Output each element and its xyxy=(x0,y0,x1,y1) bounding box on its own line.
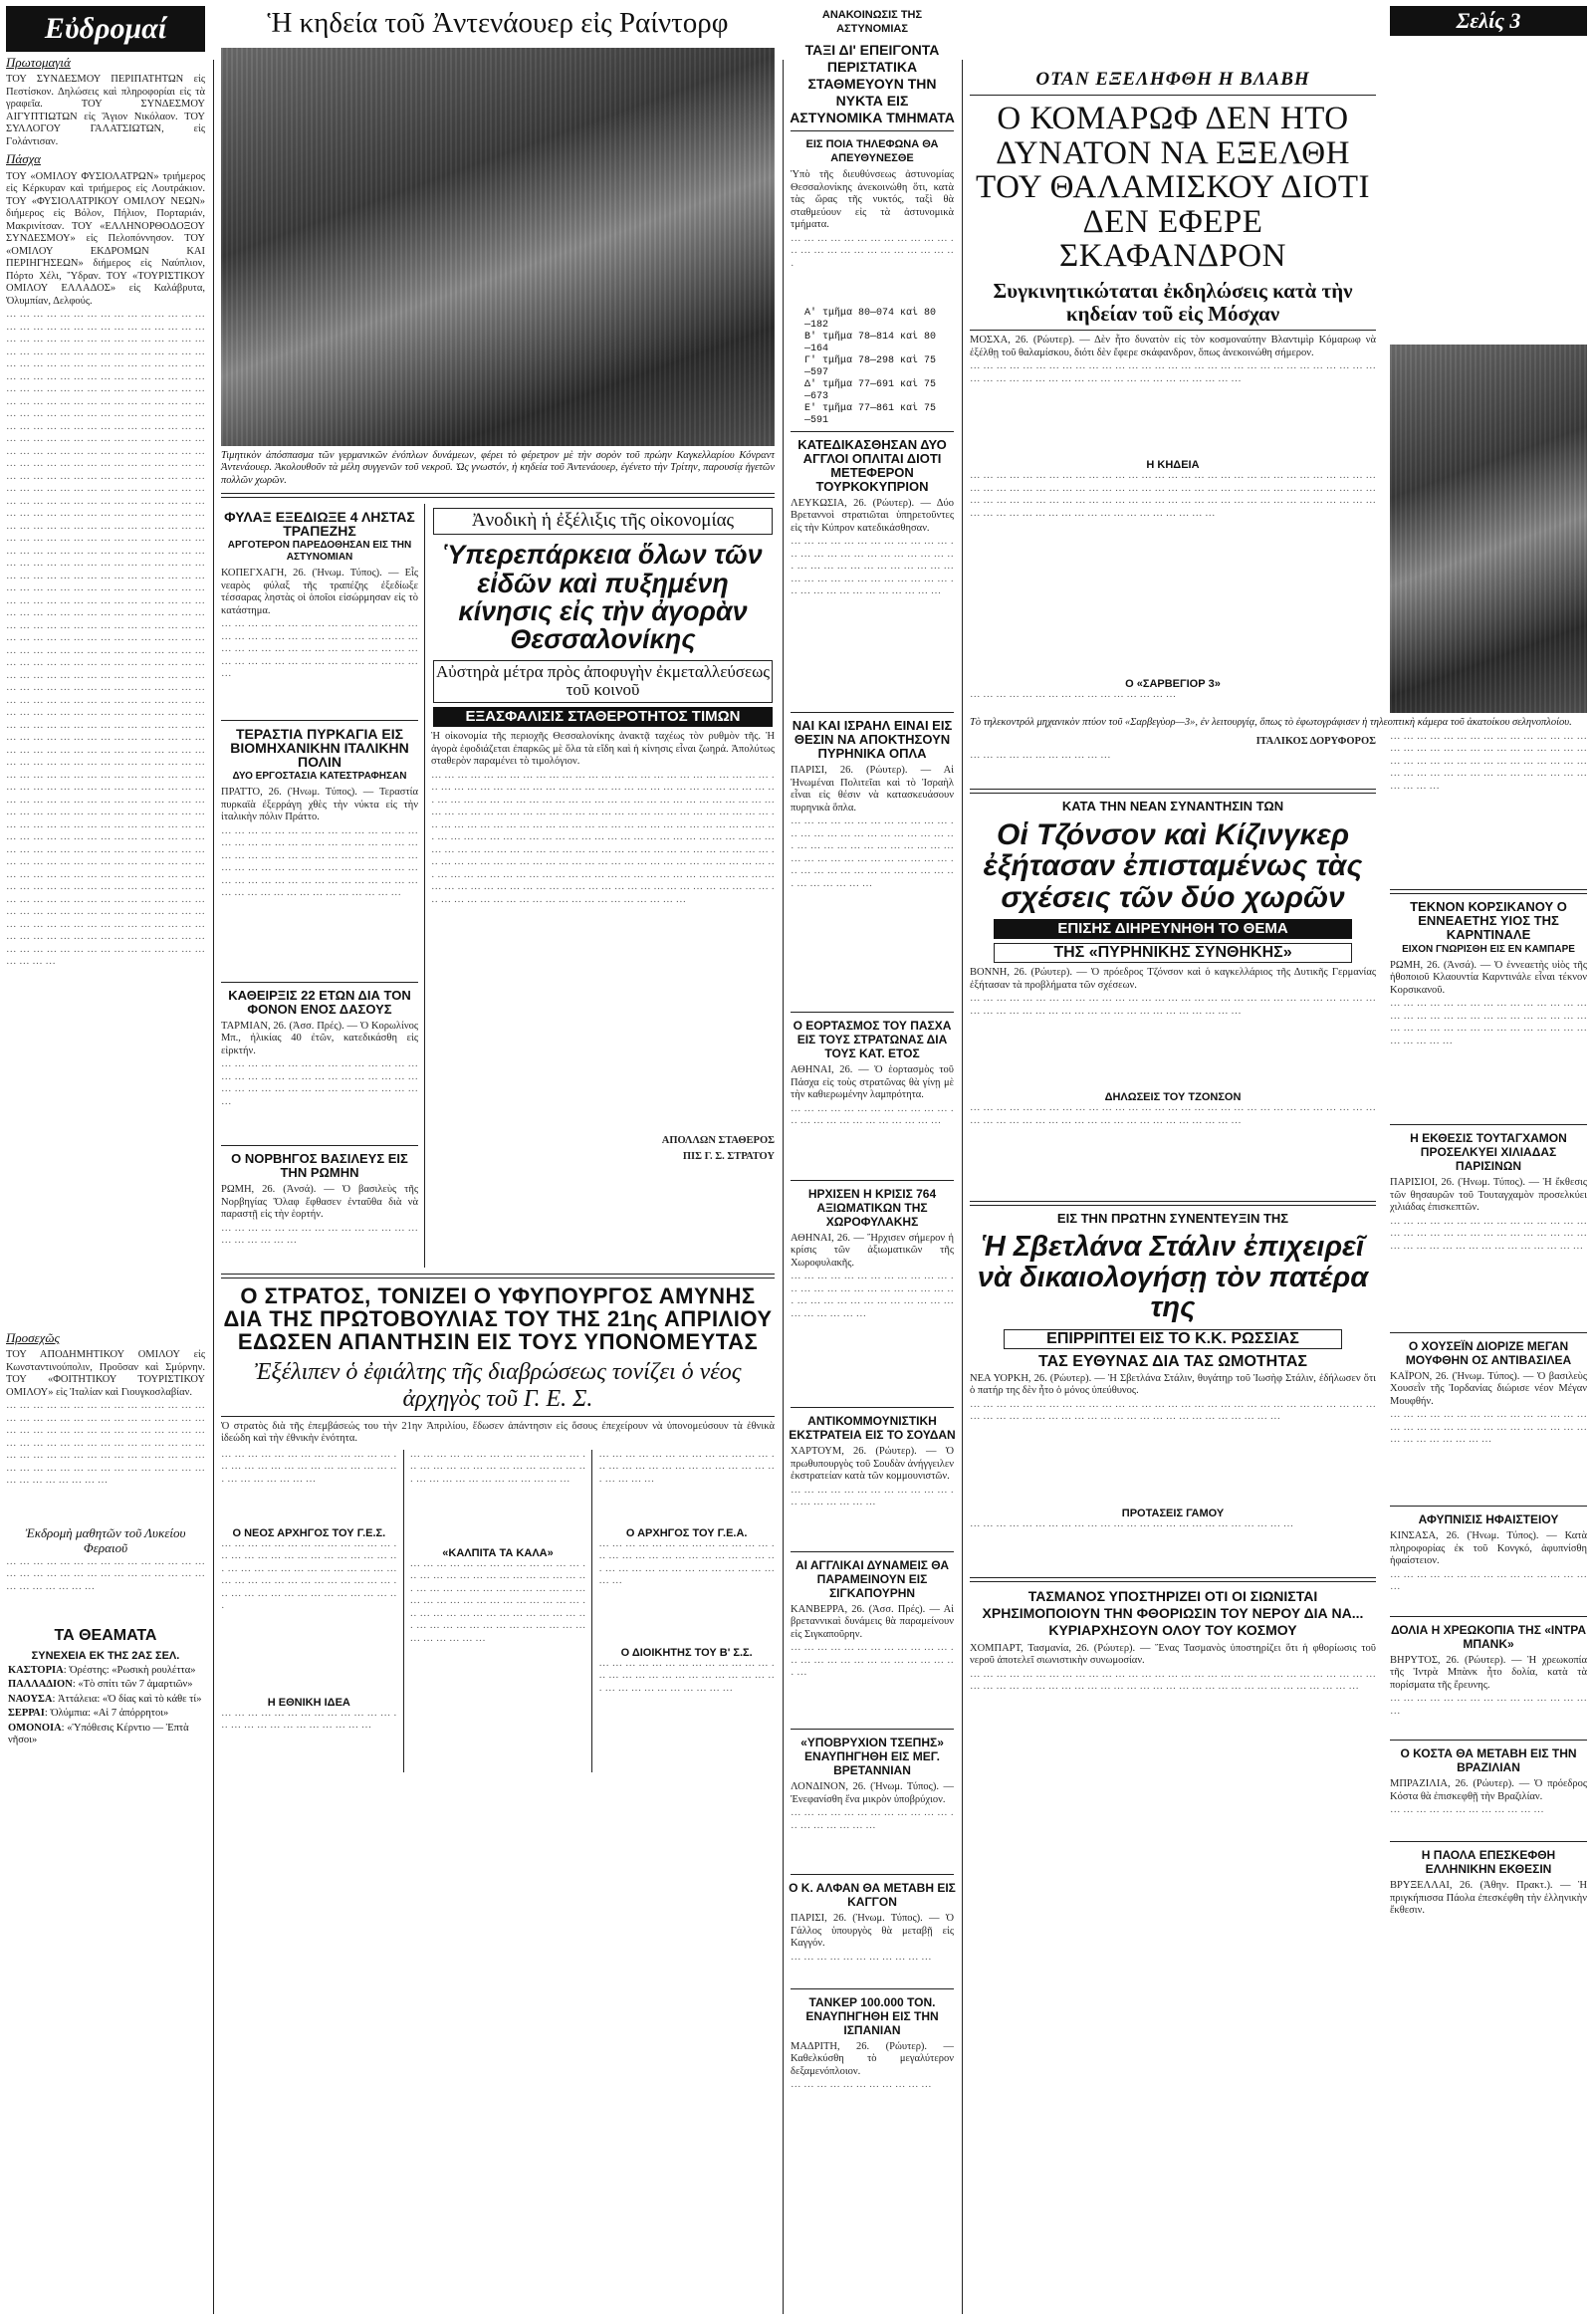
story-signature: ΠΙΣ Γ. Σ. ΣΤΡΑΤΟΥ xyxy=(682,1151,775,1163)
story-signature: ΑΠΟΛΛΩΝ ΣΤΑΘΕΡΟΣ xyxy=(661,1134,775,1146)
theater-item: ΠΑΛΛΑΔΙΟΝ: «Τὸ σπίτι τῶν 7 ἁμαρτιῶν» xyxy=(8,1679,193,1691)
story-subheading: ΔΥΟ ΕΡΓΟΣΤΑΣΙΑ ΚΑΤΕΣΤΡΑΦΗΣΑΝ xyxy=(232,771,407,783)
story-text: ΚΑΝΒΕΡΡΑ, 26. (Ἀσσ. Πρές). — Αἱ βρεταννικαὶ δυνάμεις θὰ παραμείνουν εἰς Σιγκαποῦρην. xyxy=(791,1603,954,1640)
body-text: ··· ··· ··· ··· ··· ··· ··· ··· ··· ··· ··· xyxy=(791,1954,932,1966)
section-rule xyxy=(970,95,1376,96)
body-text: ··· ··· ··· ··· ··· ··· ··· ··· ··· ··· ··· ··· ··· ··· ··· ··· ··· ··· ··· ··· ··· ··· ··· ··· ··· ··· ··· ··· ··· ··· ··· ··· ··· ··· ··· ··· ··· ··· ··· ··· ··· ··· ··· ··· ··· ··· ··· ··· ··· ··· xyxy=(1390,1001,1587,1049)
section-heading: Πάσχα xyxy=(6,151,41,167)
body-text: ··· ··· ··· ··· ··· ··· ··· ··· ··· ··· ··· ··· ··· ··· ··· ··· ··· ··· ··· ··· ··· ··· ··· ··· ··· ··· ··· ··· ··· ··· ··· ··· ··· ··· ··· ··· ··· ··· ··· ··· ··· ··· ··· ··· ··· ··· ··· ··· ··· ··· ··· ··· ··· ··· ··· ··· ··· ··· ··· ··· ··· ··· ··· ··· ··· ··· ··· ··· ··· ··· ··· ··· ··· ··· ··· ··· ··· ··· ··· ··· ··· ··· ··· ··· ··· ··· ··· ··· ··· ··· ··· ··· ··· ··· ··· ··· ··· ··· ··· ··· ··· ··· ··· ··· ··· ··· ··· ··· ··· ··· ··· ··· ··· ··· ··· ··· ··· ··· ··· ··· ··· ··· ··· ··· ··· ··· ··· ··· ··· ··· ··· ··· ··· ··· ··· ··· ··· ··· ··· ··· ··· ··· ··· ··· ··· ··· ··· ··· ··· ··· ··· ··· ··· ··· ··· ··· ··· ··· ··· ··· ··· ··· ··· ··· ··· ··· ··· ··· ··· ··· ··· ··· ··· ··· ··· ··· ··· ··· ··· ··· ··· ··· ··· ··· ··· ··· ··· ··· ··· ··· ··· ··· ··· ··· ··· ··· ··· ··· ··· ··· ··· ··· ··· ··· ··· ··· ··· ··· ··· ··· ··· ··· ··· ··· ··· ··· ··· ··· ··· ··· ··· ··· ··· ··· ··· ··· ··· ··· ··· ··· ··· ··· ··· ··· ··· ··· ··· ··· ··· ··· ··· ··· ··· ··· ··· ··· ··· ··· ··· ··· ··· ··· ··· ··· ··· ··· ··· ··· ··· ··· ··· ··· ··· ··· ··· ··· ··· ··· ··· ··· ··· ··· ··· ··· ··· ··· ··· ··· ··· ··· ··· ··· ··· ··· ··· ··· ··· ··· ··· ··· ··· ··· ··· ··· ··· ··· ··· ··· ··· ··· ··· ··· ··· ··· ··· ··· ··· ··· ··· ··· ··· ··· ··· ··· ··· ··· ··· ··· ··· ··· ··· ··· ··· ··· ··· ··· ··· ··· ··· ··· ··· ··· ··· ··· ··· ··· ··· ··· ··· ··· ··· ··· ··· ··· ··· ··· ··· ··· ··· ··· ··· ··· ··· ··· ··· ··· ··· ··· ··· ··· ··· ··· ··· ··· ··· ··· ··· ··· ··· ··· ··· ··· ··· ··· ··· ··· ··· ··· ··· ··· ··· ··· ··· ··· ··· ··· ··· ··· ··· ··· ··· ··· ··· ··· ··· ··· ··· ··· ··· ··· ··· ··· ··· ··· ··· ··· ··· ··· ··· ··· ··· ··· ··· ··· ··· ··· ··· ··· ··· ··· ··· ··· ··· ··· ··· ··· ··· ··· ··· ··· ··· ··· ··· ··· ··· ··· ··· ··· ··· ··· ··· ··· ··· ··· ··· ··· ··· ··· ··· ··· ··· ··· ··· ··· ··· ··· ··· ··· ··· ··· ··· ··· ··· ··· ··· ··· ··· ··· ··· ··· ··· ··· ··· ··· ··· ··· ··· ··· ··· ··· ··· ··· ··· ··· ··· ··· ··· ··· ··· ··· ··· ··· ··· ··· ··· ··· ··· ··· ··· ··· ··· ··· ··· ··· ··· ··· ··· ··· ··· ··· ··· ··· ··· ··· ··· ··· ··· ··· ··· ··· ··· ··· ··· ··· ··· ··· ··· ··· ··· ··· ··· ··· ··· ··· ··· ··· ··· ··· ··· ··· ··· ··· ··· ··· ··· ··· ··· ··· ··· ··· ··· ··· ··· ··· ··· ··· ··· ··· ··· ··· ··· ··· ··· ··· ··· ··· ··· ··· ··· ··· ··· ··· ··· ··· ··· ··· ··· ··· ··· ··· ··· ··· ··· ··· ··· ··· ··· ··· ··· ··· ··· ··· ··· ··· ··· ··· ··· ··· ··· ··· ··· ··· ··· ··· ··· ··· ··· ··· ··· ··· ··· ··· ··· ··· ··· ··· ··· ··· ··· ··· ··· ··· ··· ··· ··· ··· ··· ··· ··· ··· ··· ··· ··· ··· ··· ··· ··· ··· ··· ··· ··· ··· ··· ··· ··· ··· ··· ··· ··· ··· ··· ··· ··· ··· ··· ··· ··· ··· ··· ··· ··· ··· ··· ··· ··· ··· ··· ··· ··· ··· ··· ··· ··· ··· ··· ··· ··· ··· ··· ··· ··· ··· ··· ··· ··· ··· ··· ··· ··· ··· ··· ··· ··· ··· ··· ··· ··· ··· ··· ··· ··· ··· ··· ··· ··· ··· ··· ··· ··· ··· ··· ··· ··· ··· ··· ··· ··· ··· ··· ··· ··· ··· ··· ··· ··· ··· ··· ··· ··· ··· ··· ··· ··· ··· ··· ··· ··· ··· ··· ··· ··· ··· ··· ··· ··· ··· ··· ··· ··· ··· ··· ··· ··· ··· ··· ··· ··· ··· ··· ··· ··· ··· ··· ··· ··· ··· ··· ··· ··· ··· ··· ··· ··· ··· ··· ··· ··· ··· ··· ··· ··· ··· ··· ··· xyxy=(6,312,205,971)
army-subhead: Ο ΔΙΟΙΚΗΤΗΣ ΤΟΥ Β' Σ.Σ. xyxy=(620,1646,753,1659)
announcement-text: Ὑπὸ τῆς διευθύνσεως ἀστυνομίας Θεσσαλονίκης ἀνεκοινώθη ὅτι, κατὰ τὰς ὥρας τῆς νυκτός, ταξὶ θὰ σταθμεύουν εἰς τὰ ἀστυνομικὰ τμήματα. xyxy=(791,169,954,230)
economy-kicker-box: Ἀνοδικὴ ἡ ἐξέλιξις τῆς οἰκονομίας xyxy=(433,508,773,535)
story-text: ΡΩΜΗ, 26. (Ἀνσά). — Ὁ ἐννεαετὴς υἱὸς τῆς ἠθοποιοῦ Κλαουντία Καρντινάλε εἶναι τέκνον Κορσικανοῦ. xyxy=(1390,959,1587,996)
section-rule xyxy=(1390,889,1587,894)
komarov-subhead: Η ΚΗΔΕΙΑ xyxy=(1146,459,1200,472)
section-heading: Ἐκδρομὴ μαθητῶν τοῦ Λυκείου Φεραιοῦ xyxy=(25,1525,186,1555)
body-text: ··· ··· ··· ··· ··· ··· ··· ··· ··· ··· ··· ··· ··· ··· ··· ··· ··· ··· ··· ··· ··· ··· ··· ··· ··· ··· ··· ··· ··· ··· ··· ··· ··· ··· ··· ··· ··· ··· ··· ··· ··· ··· ··· ··· ··· xyxy=(1390,1218,1587,1255)
body-text: ··· ··· ··· ··· ··· ··· ··· ··· ··· ··· ··· ··· ··· ··· ··· ··· ··· ··· ··· ··· ··· ··· ··· ··· ··· ··· ··· ··· ··· ··· ··· ··· ··· ··· ··· ··· ··· xyxy=(6,1558,205,1595)
army-subhead: Η ΕΘΝΙΚΗ ΙΔΕΑ xyxy=(267,1696,350,1709)
section-rule xyxy=(221,1145,418,1146)
story-heading: Η ΕΚΘΕΣΙΣ ΤΟΥΤΑΓΧΑΜΟΝ ΠΡΟΣΕΛΚΥΕΙ ΧΙΛΙΑΔΑΣ ΠΑΡΙΣΙΝΩΝ xyxy=(1410,1131,1567,1173)
section-rule xyxy=(1390,1841,1587,1842)
story-text: ΠΑΡΙΣΙ, 26. (Ρώυτερ). — Αἱ Ἡνωμέναι Πολιτεῖαι καὶ τὸ Ἰσραὴλ εἶναι εἰς θέσιν νὰ κατασκευάσουν πυρηνικὰ ὅπλα. xyxy=(791,765,954,813)
story-heading: Ο Κ. ΑΛΦΑΝ ΘΑ ΜΕΤΑΒΗ ΕΙΣ ΚΑΓΓΟΝ xyxy=(789,1881,956,1909)
johnson-kiesinger-kicker: ΚΑΤΑ ΤΗΝ ΝΕΑΝ ΣΥΝΑΝΤΗΣΙΝ ΤΩΝ xyxy=(1061,798,1284,813)
story-heading: Ο ΝΟΡΒΗΓΟΣ ΒΑΣΙΛΕΥΣ ΕΙΣ ΤΗΝ ΡΩΜΗΝ xyxy=(231,1151,408,1181)
story-heading: ΑΦΥΠΝΙΣΙΣ ΗΦΑΙΣΤΕΙΟΥ xyxy=(1418,1512,1559,1526)
story-text: ΛΟΝΔΙΝΟΝ, 26. (Ἠνωμ. Τύπος). — Ἐνεφανίσθη ἕνα μικρὸν ὑποβρύχιον. xyxy=(791,1781,954,1805)
column-2-middle xyxy=(215,504,781,1268)
body-text: ··· ··· ··· ··· ··· ··· ··· ··· ··· ··· ··· ··· ··· ··· ··· ··· xyxy=(970,692,1177,704)
story-heading: ΑΝΤΙΚΟΜΜΟΥΝΙΣΤΙΚΗ ΕΚΣΤΡΑΤΕΙΑ ΕΙΣ ΤΟ ΣΟΥΔΑΝ xyxy=(789,1414,956,1442)
body-text: ··· ··· ··· ··· ··· ··· ··· ··· ··· ··· ··· ··· ··· ··· ··· ··· ··· ··· ··· ··· ··· ··· ··· ··· ··· ··· ··· ··· ··· ··· ··· ··· ··· ··· ··· ··· ··· ··· ··· ··· ··· ··· xyxy=(598,1540,776,1590)
stalin-text: ΝΕΑ ΥΟΡΚΗ, 26. (Ρώυτερ). — Ἡ Σβετλάνα Στάλιν, θυγάτηρ τοῦ Ἰωσὴφ Στάλιν, ἐδήλωσεν ὅτι ὁ πατήρ της δὲν ἦτο ὁ μόνος ὑπεύθυνος. xyxy=(970,1372,1376,1397)
story-text: ΚΟΠΕΓΧΑΓΗ, 26. (Ἠνωμ. Τύπος). — Εἷς νεαρὸς φύλαξ τῆς τραπέζης ἐξεδίωξε τέσσαρας ληστὰς οἱ ὁποῖοι εἰσώρμησαν εἰς τὸ κατάστημα. xyxy=(221,568,418,616)
section-rule xyxy=(970,1577,1376,1582)
section-rule xyxy=(970,330,1376,331)
body-text: ··· ··· ··· ··· ··· ··· ··· ··· ··· ··· ··· ··· ··· ··· ··· ··· ··· ··· ··· ··· ··· ··· ··· ··· ··· ··· ··· ··· ··· ··· ··· ··· ··· ··· ··· ··· ··· ··· ··· ··· ··· ··· ··· ··· ··· ··· ··· ··· ··· ··· ··· ··· ··· ··· ··· ··· ··· ··· ··· ··· ··· xyxy=(970,1671,1376,1696)
johnson-kiesinger-subheadline: ΕΠΙΣΗΣ ΔΙΗΡΕΥΝΗΘΗ ΤΟ ΘΕΜΑ xyxy=(994,919,1352,939)
story-heading: ΚΑΤΕΔΙΚΑΣΘΗΣΑΝ ΔΥΟ ΑΓΓΛΟΙ ΟΠΛΙΤΑΙ ΔΙΟΤΙ ΜΕΤΕΦΕΡΟΝ ΤΟΥΡΚΟΚΥΠΡΙΟΝ xyxy=(797,436,947,494)
story-text: ΑΘΗΝΑΙ, 26. — Ἤρχισεν σήμερον ἡ κρίσις τῶν ἀξιωματικῶν τῆς Χωροφυλακῆς. xyxy=(791,1232,954,1269)
body-text: ··· ··· ··· ··· ··· ··· ··· ··· ··· ··· ··· ··· ··· ··· ··· ··· ··· ··· ··· ··· ··· ··· ··· ··· ··· ··· ··· ··· ··· ··· ··· ··· ··· ··· ··· ··· ··· ··· ··· ··· ··· ··· ··· ··· ··· ··· ··· ··· ··· ··· ··· ··· ··· ··· ··· ··· ··· ··· ··· ··· ··· ··· ··· ··· ··· ··· ··· ··· ··· ··· ··· ··· ··· ··· ··· ··· ··· ··· ··· ··· ··· ··· ··· ··· ··· ··· ··· ··· ··· ··· ··· ··· ··· ··· ··· ··· ··· ··· ··· ··· ··· ··· ··· ··· ··· ··· ··· ··· ··· ··· ··· ··· ··· ··· ··· ··· ··· ··· ··· ··· ··· ··· ··· ··· ··· ··· ··· ··· ··· ··· ··· ··· ··· ··· ··· ··· ··· ··· ··· ··· ··· ··· ··· ··· ··· ··· ··· ··· ··· ··· ··· ··· ··· ··· ··· ··· ··· ··· ··· ··· ··· ··· ··· ··· ··· ··· ··· ··· ··· ··· ··· ··· ··· ··· ··· ··· ··· ··· ··· ··· ··· ··· ··· ··· ··· ··· ··· ··· ··· ··· ··· ··· ··· ··· ··· ··· ··· ··· ··· ··· ··· ··· ··· ··· ··· ··· ··· ··· ··· ··· ··· ··· ··· ··· ··· ··· ··· ··· ··· ··· ··· ··· ··· ··· ··· ··· ··· ··· ··· ··· ··· ··· ··· ··· ··· ··· ··· ··· ··· ··· ··· ··· ··· ··· ··· ··· ··· ··· ··· ··· ··· ··· ··· ··· ··· ··· ··· ··· ··· ··· ··· ··· ··· ··· ··· ··· ··· ··· ··· ··· ··· ··· ··· ··· ··· ··· ··· ··· ··· ··· ··· ··· ··· xyxy=(431,772,775,908)
theater-item: ΣΕΡΡΑΙ: Ὀλύμπια: «Αἱ 7 ἀπόρρητοι» xyxy=(8,1708,169,1720)
section-rule xyxy=(791,1551,954,1552)
body-text: ··· ··· ··· ··· ··· ··· ··· ··· ··· ··· ··· ··· ··· ··· ··· ··· ··· ··· ··· ··· ··· ··· ··· ··· ··· ··· ··· ··· ··· ··· ··· ··· ··· ··· ··· ··· ··· ··· ··· ··· ··· ··· ··· ··· ··· ··· ··· ··· ··· ··· ··· ··· ··· ··· ··· ··· ··· ··· ··· ··· ··· ··· ··· ··· ··· ··· ··· ··· ··· ··· ··· ··· ··· ··· ··· ··· ··· ··· ··· ··· ··· ··· ··· ··· ··· ··· ··· ··· ··· ··· ··· ··· ··· ··· ··· ··· ··· ··· xyxy=(6,1403,205,1490)
story-heading: ΗΡΧΙΣΕΝ Η ΚΡΙΣΙΣ 764 ΑΞΙΩΜΑΤΙΚΩΝ ΤΗΣ ΧΩΡΟΦΥΛΑΚΗΣ xyxy=(807,1186,937,1229)
body-text: ··· ··· ··· ··· ··· ··· ··· ··· ··· ··· ··· ··· ··· ··· ··· ··· xyxy=(1390,1571,1587,1595)
story-heading: ΤΕΡΑΣΤΙΑ ΠΥΡΚΑΓΙΑ ΕΙΣ ΒΙΟΜΗΧΑΝΙΚΗΝ ΙΤΑΛΙΚΗΝ ΠΟΛΙΝ xyxy=(230,726,409,771)
story-subheading: ΕΙΧΟΝ ΓΝΩΡΙΣΘΗ ΕΙΣ ΕΝ ΚΑΜΠΑΡΕ xyxy=(1402,943,1575,955)
theater-list xyxy=(0,1665,211,1747)
komarov-subhead: Ο «ΣΑΡΒΕΓΙΟΡ 3» xyxy=(1125,678,1221,691)
tasman-headline: ΤΑΣΜΑΝΟΣ ΥΠΟΣΤΗΡΙΖΕΙ ΟΤΙ ΟΙ ΣΙΩΝΙΣΤΑΙ ΧΡΗΣΙΜΟΠΟΙΟΥΝ ΤΗΝ ΦΘΟΡΙΩΣΙΝ ΤΟΥ ΝΕΡΟΥ ΔΙΑ ΝΑ... ΚΥΡΙΑΡΧΗΣΟΥΝ ΟΛΟΥ ΤΟΥ ΚΟΣΜΟΥ xyxy=(982,1587,1364,1638)
column-4 xyxy=(964,0,1382,2324)
army-column xyxy=(591,1450,781,1772)
section-rule xyxy=(1390,1616,1587,1617)
theater-subheading: ΣΥΝΕΧΕΙΑ ΕΚ ΤΗΣ 2ΑΣ ΣΕΛ. xyxy=(31,1649,180,1662)
body-text: ··· ··· ··· ··· ··· ··· ··· ··· ··· ··· ··· ··· xyxy=(1390,1807,1544,1818)
economy-subheadline: Αὐστηρὰ μέτρα πρὸς ἀποφυγὴν ἐκμεταλλεύσεως τοῦ κοινοῦ xyxy=(433,660,773,703)
story-text: ΜΑΔΡΙΤΗ, 26. (Ρώυτερ). — Καθελκύσθη τὸ μεγαλύτερον δεξαμενόπλοιον. xyxy=(791,2040,954,2077)
story-heading: Ο ΚΟΣΤΑ ΘΑ ΜΕΤΑΒΗ ΕΙΣ ΤΗΝ ΒΡΑΖΙΛΙΑΝ xyxy=(1400,1746,1577,1774)
army-headline: Ο ΣΤΡΑΤΟΣ, ΤΟΝΙΖΕΙ Ο ΥΦΥΠΟΥΡΓΟΣ ΑΜΥΝΗΣ ΔΙΑ ΤΗΣ ΠΡΩΤΟΒΟΥΛΙΑΣ ΤΟΥ ΤΗΣ 21ης ΑΠΡΙΛΙΟΥ ΕΔΩΣΕΝ ΑΠΑΝΤΗΣΙΝ ΕΙΣ ΤΟΥΣ ΥΠΟΝΟΜΕΥΤΑΣ xyxy=(223,1282,773,1355)
story-text: ΜΠΡΑΖΙΛΙΑ, 26. (Ρώυτερ). — Ὁ πρόεδρος Κόστα θὰ ἐπισκεφθῇ τὴν Βραζιλίαν. xyxy=(1390,1778,1587,1802)
adenauer-headline: Ἡ κηδεία τοῦ Ἀντενάουερ εἰς Ραίντορφ xyxy=(267,7,729,39)
adenauer-funeral-photo xyxy=(221,48,775,446)
johnson-kiesinger-headline: Οἱ Τζόνσον καὶ Κίζινγκερ ἐξήτασαν ἐπισταμένως τὰς σχέσεις τῶν δύο χωρῶν xyxy=(983,817,1363,914)
stalin-kicker: ΕΙΣ ΤΗΝ ΠΡΩΤΗΝ ΣΥΝΕΝΤΕΥΞΙΝ ΤΗΣ xyxy=(1056,1211,1289,1227)
section-heading: Πρωτομαγιά xyxy=(6,55,71,70)
body-text: ··· ··· ··· ··· ··· ··· ··· ··· ··· ··· ··· ··· ··· ··· ··· ··· ··· ··· ··· ··· ··· ··· ··· ··· ··· ··· ··· ··· ··· ··· ··· xyxy=(598,1451,776,1488)
body-text: ··· ··· ··· ··· ··· ··· ··· ··· ··· ··· ··· ··· ··· ··· ··· ··· ··· ··· ··· ··· ··· xyxy=(221,1225,418,1250)
announcement-subheadline: ΕΙΣ ΠΟΙΑ ΤΗΛΕΦΩΝΑ ΘΑ ΑΠΕΥΘΥΝΕΣΘΕ xyxy=(805,138,939,164)
phone-table xyxy=(804,308,940,427)
story-heading: Ο ΧΟΥΣΕΪΝ ΔΙΟΡΙΖΕ ΜΕΓΑΝ ΜΟΥΦΘΗΝ ΟΣ ΑΝΤΙΒΑΣΙΛΕΑ xyxy=(1405,1338,1572,1367)
phone-row: Ε' τμῆμα 77—861 καὶ 75—591 xyxy=(804,402,937,426)
body-text: ··· ··· ··· ··· ··· ··· ··· ··· ··· ··· ··· ··· ··· ··· ··· ··· ··· ··· ··· ··· ··· ··· ··· ··· ··· ··· ··· ··· ··· ··· ··· ··· ··· ··· ··· ··· ··· ··· xyxy=(1390,1412,1587,1448)
section-text: ΤΟΥ ΣΥΝΔΕΣΜΟΥ ΠΕΡΙΠΑΤΗΤΩΝ εἰς Πεστίσκον. Δηλώσεις καὶ πληροφορίαι εἰς τὰ γραφεῖα. ΤΟΥ ΣΥΝΔΕΣΜΟΥ ΑΙΓΥΠΤΙΩΤΩΝ εἰς Ἅγιον Νικόλαον. ΤΟΥ ΣΥΛΛΟΓΟΥ ΓΑΛΑΤΣΙΩΤΩΝ, εἰς Γολάντισαν. xyxy=(6,74,205,147)
body-text: ··· ··· ··· ··· ··· ··· ··· ··· ··· ··· ··· ··· ··· ··· ··· ··· ··· ··· ··· xyxy=(791,1487,954,1511)
komarov-byline: ΙΤΑΛΙΚΟΣ ΔΟΡΥΦΟΡΟΣ xyxy=(1255,736,1376,748)
army-text: Ὁ στρατὸς διὰ τῆς ἐπεμβάσεώς του τὴν 21ην Ἀπριλίου, ἔδωσεν ἀπάντησιν εἰς ὅσους ἐπεχείρουν νὰ ὑπονομεύσουν τὰ ἐθνικὰ ἰδεώδη καὶ τὴν ἐθνικὴν ἑνότητα. xyxy=(221,1420,775,1445)
body-text: ··· ··· ··· ··· ··· ··· ··· ··· ··· ··· ··· ··· ··· ··· ··· ··· ··· ··· ··· ··· ··· ··· ··· ··· ··· ··· ··· ··· ··· ··· ··· ··· ··· ··· xyxy=(221,1451,397,1488)
story-heading: ΤΕΚΝΟΝ ΚΟΡΣΙΚΑΝΟΥ Ο ΕΝΝΕΑΕΤΗΣ ΥΙΟΣ ΤΗΣ ΚΑΡΝΤΙΝΑΛΕ xyxy=(1410,898,1567,942)
body-text: ··· ··· ··· ··· ··· ··· ··· ··· ··· ··· ··· ··· ··· ··· ··· ··· ··· ··· ··· ··· ··· ··· ··· ··· ··· ··· xyxy=(791,1645,954,1681)
komarov-kicker: ΟΤΑΝ ΕΞΕΛΗΦΘΗ Η ΒΛΑΒΗ xyxy=(1035,69,1310,90)
body-text: ··· ··· ··· ··· ··· ··· ··· ··· ··· ··· ··· ··· ··· ··· ··· ··· ··· ··· ··· ··· ··· ··· ··· ··· ··· ··· ··· ··· ··· ··· ··· ··· ··· ··· ··· ··· ··· ··· ··· ··· ··· ··· ··· ··· ··· ··· ··· ··· ··· ··· ··· ··· xyxy=(970,363,1376,387)
section-rule xyxy=(1390,1740,1587,1741)
body-text: ··· ··· ··· ··· ··· ··· ··· ··· ··· ··· ··· ··· ··· ··· ··· ··· ··· ··· ··· ··· ··· ··· ··· ··· ··· ··· ··· ··· ··· ··· ··· ··· ··· ··· ··· ··· ··· ··· ··· ··· ··· ··· ··· ··· ··· ··· ··· ··· ··· ··· ··· ··· ··· ··· ··· ··· ··· ··· ··· ··· ··· ··· ··· ··· ··· ··· ··· ··· ··· ··· ··· ··· ··· ··· ··· ··· ··· ··· ··· ··· ··· ··· ··· ··· ··· ··· ··· ··· ··· ··· ··· ··· ··· ··· ··· ··· ··· ··· ··· ··· ··· ··· ··· ··· ··· ··· ··· ··· ··· ··· ··· ··· xyxy=(970,473,1376,522)
story-text: ΛΕΥΚΩΣΙΑ, 26. (Ρώυτερ). — Δύο Βρεταννοὶ στρατιῶται ὑπηρετοῦντες εἰς τὴν Κύπρον κατεδικάσθησαν. xyxy=(791,497,954,534)
komarov-headline: Ο ΚΟΜΑΡΩΦ ΔΕΝ ΗΤΟ ΔΥΝΑΤΟΝ ΝΑ ΕΞΕΛΘΗ ΤΟΥ ΘΑΛΑΜΙΣΚΟΥ ΔΙΟΤΙ ΔΕΝ ΕΦΕΡΕ ΣΚΑΦΑΝΔΡΟΝ xyxy=(976,100,1370,275)
story-heading: ΤΑΝΚΕΡ 100.000 ΤΟΝ. ΕΝΑΥΠΗΓΗΘΗ ΕΙΣ ΤΗΝ ΙΣΠΑΝΙΑΝ xyxy=(805,1994,939,2037)
masthead-euthromai: Εὐδρομαί xyxy=(6,6,205,52)
stalin-headline: Ἡ Σβετλάνα Στάλιν ἐπιχειρεῖ νὰ δικαιολογήσῃ τὸν πατέρα της xyxy=(977,1231,1369,1324)
stalin-subhead: ΠΡΟΤΑΣΕΙΣ ΓΑΜΟΥ xyxy=(1121,1507,1225,1519)
story-heading: Ο ΕΟΡΤΑΣΜΟΣ ΤΟΥ ΠΑΣΧΑ ΕΙΣ ΤΟΥΣ ΣΤΡΑΤΩΝΑΣ ΔΙΑ ΤΟΥΣ ΚΑΤ. ΕΤΟΣ xyxy=(793,1019,952,1060)
body-text: ··· ··· ··· ··· ··· ··· ··· ··· ··· ··· ··· ··· ··· ··· ··· ··· ··· ··· ··· ··· ··· ··· ··· ··· ··· ··· ··· ··· ··· ··· ··· ··· ··· ··· ··· ··· ··· ··· ··· ··· ··· ··· ··· ··· ··· ··· xyxy=(221,1061,418,1110)
section-rule xyxy=(221,1416,775,1417)
page-badge: Σελίς 3 xyxy=(1390,6,1587,36)
body-text: ··· ··· ··· ··· ··· ··· ··· ··· ··· ··· ··· ··· ··· ··· ··· ··· ··· ··· ··· ··· ··· ··· ··· ··· ··· ··· ··· ··· ··· ··· ··· ··· ··· ··· ··· ··· ··· ··· ··· ··· ··· ··· ··· ··· ··· ··· ··· ··· ··· ··· ··· ··· ··· ··· ··· ··· ··· ··· ··· ··· ··· ··· ··· ··· ··· ··· ··· ··· ··· ··· ··· ··· ··· ··· ··· ··· ··· ··· ··· ··· ··· ··· ··· ··· ··· ··· xyxy=(409,1560,586,1647)
section-text: ΤΟΥ ΑΠΟΔΗΜΗΤΙΚΟΥ ΟΜΙΛΟΥ εἰς Κωνσταντινούπολιν, Προῦσαν καὶ Σμύρνην. ΤΟΥ «ΦΟΙΤΗΤΙΚΟΥ ΤΟΥΡΙΣΤΙΚΟΥ ΟΜΙΛΟΥ» εἰς Ἰταλίαν καὶ Γιουγκοσλαβίαν. xyxy=(6,1349,205,1398)
story-text: ΠΑΡΙΣΙ, 26. (Ἠνωμ. Τύπος). — Ὁ Γάλλος ὑπουργὸς θὰ μεταβῇ εἰς Καγγόν. xyxy=(791,1913,954,1949)
body-text: ··· ··· ··· ··· ··· ··· ··· ··· ··· ··· ··· ··· ··· ··· ··· ··· ··· ··· ··· ··· ··· ··· ··· ··· ··· ··· ··· ··· ··· ··· ··· ··· ··· ··· ··· ··· ··· ··· ··· ··· ··· ··· ··· ··· ··· ··· ··· ··· ··· ··· ··· ··· ··· ··· ··· xyxy=(970,1401,1376,1426)
body-text: ··· ··· ··· ··· ··· ··· ··· ··· ··· ··· ··· ··· ··· ··· ··· ··· ··· ··· ··· ··· ··· ··· ··· ··· ··· xyxy=(221,1710,397,1735)
section-rule xyxy=(221,720,418,721)
column-2 xyxy=(215,0,781,2324)
story-subheading: ΑΡΓΟΤΕΡΟΝ ΠΑΡΕΔΟΘΗΣΑΝ ΕΙΣ ΤΗΝ ΑΣΤΥΝΟΜΙΑΝ xyxy=(227,540,412,564)
section-rule xyxy=(791,1729,954,1730)
section-rule xyxy=(791,712,954,713)
body-text: ··· ··· ··· ··· ··· ··· ··· ··· ··· ··· ··· ··· ··· ··· ··· ··· ··· ··· ··· ··· ··· ··· ··· ··· ··· ··· ··· ··· ··· ··· ··· ··· ··· ··· ··· ··· ··· ··· ··· ··· ··· ··· ··· ··· ··· ··· ··· ··· ··· ··· ··· ··· xyxy=(970,996,1376,1020)
army-columns xyxy=(215,1450,781,1772)
section-rule xyxy=(221,493,775,498)
section-rule xyxy=(791,1988,954,1989)
theater-item: ΝΑΟΥΣΑ: Ἀττάλεια: «Ὁ δίας καὶ τὸ κάθε τί» xyxy=(8,1693,202,1705)
body-text: ··· ··· ··· ··· ··· ··· ··· ··· ··· ··· ··· ··· ··· ··· ··· ··· ··· ··· ··· ··· ··· ··· ··· ··· ··· ··· ··· ··· ··· ··· ··· ··· ··· ··· ··· ··· ··· ··· ··· xyxy=(409,1451,586,1488)
surveyor-photo xyxy=(1390,345,1587,713)
story-heading: ΔΟΛΙΑ Η ΧΡΕΩΚΟΠΙΑ ΤΗΣ «ΙΝΤΡΑ ΜΠΑΝΚ» xyxy=(1390,1622,1587,1651)
column-divider xyxy=(962,60,963,2314)
body-text: ··· ··· ··· ··· ··· ··· ··· ··· ··· ··· ··· ··· ··· ··· ··· ··· ··· ··· ··· ··· ··· ··· ··· ··· ··· ··· ··· ··· ··· ··· ··· ··· ··· ··· ··· ··· ··· ··· ··· ··· ··· ··· ··· ··· ··· ··· ··· ··· ··· ··· ··· ··· ··· ··· ··· ··· ··· ··· ··· ··· ··· ··· ··· ··· ··· ··· ··· xyxy=(221,1540,397,1615)
stalin-subheadline: ΕΠΙΡΡΙΠΤΕΙ ΕΙΣ ΤΟ Κ.Κ. ΡΩΣΣΙΑΣ xyxy=(1004,1329,1342,1349)
army-subheadline: Ἐξέλιπεν ὁ ἐφιάλτης τῆς διαβρώσεως τονίζει ὁ νέος ἀρχηγὸς τοῦ Γ. Ε. Σ. xyxy=(254,1359,742,1412)
story-text: ΚΙΝΣΑΣΑ, 26. (Ἠνωμ. Τύπος). — Κατὰ πληροφορίας ἐκ τοῦ Κονγκό, ἀφυπνίσθη ἡφαίστειον. xyxy=(1390,1530,1587,1566)
section-rule xyxy=(791,1012,954,1013)
body-text: ··· ··· ··· ··· ··· ··· ··· ··· ··· ··· ··· ··· ··· ··· ··· ··· ··· ··· ··· ··· ··· ··· ··· ··· ··· ··· ··· ··· ··· ··· ··· ··· ··· ··· ··· ··· ··· ··· ··· ··· ··· ··· ··· ··· ··· ··· ··· ··· ··· ··· ··· ··· ··· ··· ··· ··· ··· ··· ··· ··· ··· ··· ··· ··· ··· ··· ··· ··· xyxy=(791,818,954,892)
body-text: ··· ··· ··· ··· ··· ··· ··· ··· ··· ··· ··· ··· ··· ··· ··· ··· ··· ··· ··· ··· ··· ··· ··· ··· ··· ··· ··· ··· ··· ··· ··· ··· ··· ··· ··· ··· ··· ··· ··· ··· ··· ··· ··· xyxy=(791,1274,954,1322)
story-text: ΑΘΗΝΑΙ, 26. — Ὁ ἑορτασμὸς τοῦ Πάσχα εἰς τοὺς στρατῶνας θὰ γίνῃ μὲ τὴν καθιερωμένην λαμπρότητα. xyxy=(791,1064,954,1100)
section-rule xyxy=(970,789,1376,794)
section-rule xyxy=(791,1874,954,1875)
story-heading: Η ΠΑΟΛΑ ΕΠΕΣΚΕΦΘΗ ΕΛΛΗΝΙΚΗΝ ΕΚΘΕΣΙΝ xyxy=(1421,1848,1556,1876)
section-text: ΤΟΥ «ΟΜΙΛΟΥ ΦΥΣΙΟΛΑΤΡΩΝ» τριήμερος εἰς Κέρκυραν καὶ τριήμερος εἰς Λουτράκιον. ΤΟΥ «ΦΥΣΙΟΛΑΤΡΙΚΟΥ ΟΜΙΛΟΥ ΝΕΩΝ» διήμερος εἰς Βόλον, Πήλιον, Πορταριάν, Μακρινίτσαν. ΤΟΥ «ΕΛΛΗΝΟΡΘΟΔΟΞΟΥ ΣΥΝΔΕΣΜΟΥ» εἰς Πελοπόννησον. ΤΟΥ «ΟΜΙΛΟΥ ΕΚΔΡΟΜΩΝ ΚΑΙ ΠΕΡΙΗΓΗΣΕΩΝ» διήμερος εἰς Ναύπλιον, Πόρτο Χέλι, Ὕδραν. ΤΟΥ «ΤΟΥΡΙΣΤΙΚΟΥ ΟΜΙΛΟΥ ΕΛΛΑΔΟΣ» εἰς Καλάβρυτα, Ὀλυμπίαν, Δελφούς. xyxy=(6,170,205,307)
story-heading: ΝΑΙ ΚΑΙ ΙΣΡΑΗΛ ΕΙΝΑΙ ΕΙΣ ΘΕΣΙΝ ΝΑ ΑΠΟΚΤΗΣΟΥΝ ΠΥΡΗΝΙΚΑ ΟΠΛΑ xyxy=(792,718,953,761)
story-heading: «ΥΠΟΒΡΥΧΙΟΝ ΤΣΕΠΗΣ» ΕΝΑΥΠΗΓΗΘΗ ΕΙΣ ΜΕΓ. ΒΡΕΤΑΝΝΙΑΝ xyxy=(800,1736,944,1777)
section-rule xyxy=(970,1201,1376,1206)
army-subhead: Ο ΑΡΧΗΓΟΣ ΤΟΥ Γ.Ε.Α. xyxy=(625,1526,748,1539)
column-3 xyxy=(785,0,960,2324)
section-rule xyxy=(221,1274,775,1278)
komarov-subheadline: Συγκινητικώταται ἐκδηλώσεις κατὰ τὴν κηδείαν τοῦ εἰς Μόσχαν xyxy=(993,279,1353,327)
body-text: ··· ··· ··· ··· ··· ··· ··· ··· ··· ··· ··· ··· ··· ··· ··· ··· ··· ··· ··· ··· ··· ··· ··· ··· ··· xyxy=(791,235,954,272)
story-heading: ΑΙ ΑΓΓΛΙΚΑΙ ΔΥΝΑΜΕΙΣ ΘΑ ΠΑΡΑΜΕΙΝΟΥΝ ΕΙΣ ΣΙΓΚΑΠΟΥΡΗΝ xyxy=(796,1557,949,1600)
komarov-text: ΜΟΣΧΑ, 26. (Ρώυτερ). — Δὲν ἦτο δυνατὸν εἰς τὸν κοσμοναύτην Βλαντιμὶρ Κόμαρωφ νὰ ἐξέλθῃ τοῦ θαλαμίσκου, διότι δὲν ἔφερε σκάφανδρον, ὅπως ἀνεκοινώθη σήμερον. xyxy=(970,335,1376,358)
section-rule xyxy=(791,1407,954,1408)
section-rule xyxy=(1390,1506,1587,1507)
section-rule xyxy=(791,431,954,432)
body-text: ··· ··· ··· ··· ··· ··· ··· ··· ··· ··· ··· ··· ··· ··· ··· ··· ··· ··· ··· ··· ··· ··· ··· ··· ··· ··· ··· ··· ··· ··· ··· ··· ··· ··· ··· ··· ··· ··· ··· ··· ··· ··· ··· ··· ··· ··· ··· ··· ··· ··· ··· ··· ··· ··· ··· ··· ··· ··· ··· ··· ··· ··· ··· ··· xyxy=(1390,733,1587,795)
story-text: ΠΡΑΤΤΟ, 26. (Ἠνωμ. Τύπος). — Τεραστία πυρκαϊὰ ἐξερράγη χθὲς τὴν νύκτα εἰς τὴν ἰταλικὴν πόλιν Πράττο. xyxy=(221,787,418,823)
body-text: ··· ··· ··· ··· ··· ··· ··· ··· ··· ··· ··· xyxy=(970,752,1111,764)
story-text: ΡΩΜΗ, 26. (Ἀνσά). — Ὁ βασιλεὺς τῆς Νορβηγίας Ὄλαφ ἔφθασεν ἐνταῦθα διὰ νὰ παραστῇ εἰς τὴν ἑορτήν. xyxy=(221,1184,418,1221)
section-rule xyxy=(791,130,954,131)
army-column xyxy=(403,1450,592,1772)
theater-item: ΟΜΟΝΟΙΑ: «Ὑπόθεσις Κέρντιο — Ἑπτὰ νῆσοι» xyxy=(8,1722,189,1746)
economy-headline: Ὑπερεπάρκεια ὅλων τῶν εἰδῶν καὶ πυξημένη κίνησις εἰς τὴν ἀγορὰν Θεσσαλονίκης xyxy=(443,540,763,655)
adenauer-photo-caption: Τιμητικὸν ἀπόσπασμα τῶν γερμανικῶν ἐνόπλων δυνάμεων, φέρει τὸ φέρετρον μὲ τὴν σορὸν τοῦ πρώην Καγκελλαρίου Κόνραντ Ἀντενάουερ. Ἀκολουθοῦν τὰ μέλη συγγενῶν τοῦ νεκροῦ. Ὡς γνωστόν, ἡ κηδεία τοῦ Ἀντενάουερ, ἐγένετο τὴν Τρίτην, παρουσίᾳ ἡγετῶν πολλῶν χωρῶν. xyxy=(221,449,775,486)
section-rule xyxy=(791,1180,954,1181)
economy-story xyxy=(425,504,781,1268)
body-text: ··· ··· ··· ··· ··· ··· ··· ··· ··· ··· ··· ··· ··· ··· ··· ··· ··· ··· ··· ··· ··· ··· ··· ··· xyxy=(791,1105,954,1129)
johnson-kiesinger-subheadline-2: ΤΗΣ «ΠΥΡΗΝΙΚΗΣ ΣΥΝΘΗΚΗΣ» xyxy=(994,943,1352,963)
column-divider xyxy=(783,60,784,2314)
announcement-headline: ΤΑΞΙ ΔΙ' ΕΠΕΙΓΟΝΤΑ ΠΕΡΙΣΤΑΤΙΚΑ ΣΤΑΘΜΕΥΟΥΝ ΤΗΝ ΝΥΚΤΑ ΕΙΣ ΑΣΤΥΝΟΜΙΚΑ ΤΜΗΜΑΤΑ xyxy=(790,42,955,125)
phone-row: Β' τμῆμα 78—814 καὶ 80—164 xyxy=(804,331,937,354)
story-text: ΠΑΡΙΣΙΟΙ, 26. (Ἠνωμ. Τύπος). — Ἡ ἔκθεσις τῶν θησαυρῶν τοῦ Τουταγχαμὸν προσελκύει χιλιάδας ἐπισκεπτῶν. xyxy=(1390,1177,1587,1213)
army-subhead: «ΚΑΛΠΙΤΑ ΤΑ ΚΑΛΑ» xyxy=(442,1546,554,1559)
story-text: ΚΑΪΡΟΝ, 26. (Ἠνωμ. Τύπος). — Ὁ βασιλεὺς Χουσεῒν τῆς Ἰορδανίας διώρισε νέον Μέγαν Μουφθήν. xyxy=(1390,1370,1587,1407)
section-rule xyxy=(1390,1124,1587,1125)
phone-row: Α' τμῆμα 80—074 καὶ 80—182 xyxy=(804,307,937,331)
body-text: ··· ··· ··· ··· ··· ··· ··· ··· ··· ··· ··· ··· ··· ··· ··· ··· ··· ··· ··· ··· ··· ··· ··· ··· ··· ··· ··· ··· ··· ··· ··· ··· ··· ··· ··· ··· ··· ··· ··· ··· ··· ··· ··· ··· ··· ··· ··· ··· ··· ··· ··· ··· xyxy=(970,1105,1376,1129)
theater-item: ΚΑΣΤΟΡΙΑ: Ὀρέστης: «Ρωσικὴ ρουλέττα» xyxy=(8,1664,196,1676)
story-text: ΤΑΡΜΙΑΝ, 26. (Ἀσσ. Πρές). — Ὁ Κορωλίνος Μπ., ἠλικίας 40 ἐτῶν, κατεδικάσθη εἰς εἰρκτήν. xyxy=(221,1020,418,1056)
announcement-kicker: ΑΝΑΚΟΙΝΩΣΙΣ ΤΗΣ ΑΣΤΥΝΟΜΙΑΣ xyxy=(821,9,923,35)
army-subhead: Ο ΝΕΟΣ ΑΡΧΗΓΟΣ ΤΟΥ Γ.Ε.Σ. xyxy=(232,1526,386,1539)
section-rule xyxy=(1390,1332,1587,1333)
story-text: ΒΗΡΥΤΟΣ, 26. (Ρώυτερ). — Ἡ χρεωκοπία τῆς Ἰντρὰ Μπὰνκ ἦτο δολία, κατὰ τὰ πορίσματα τῆς ἔρευνης. xyxy=(1390,1654,1587,1691)
body-text: ··· ··· ··· ··· ··· ··· ··· ··· ··· ··· ··· ··· ··· ··· ··· ··· xyxy=(1390,1696,1587,1720)
body-text: ··· ··· ··· ··· ··· ··· ··· ··· ··· ··· ··· ··· ··· ··· ··· ··· ··· ··· ··· ··· ··· ··· ··· ··· ··· ··· ··· ··· ··· ··· ··· ··· ··· ··· ··· ··· ··· ··· ··· ··· ··· ··· ··· ··· ··· ··· ··· ··· ··· ··· ··· ··· ··· ··· ··· ··· ··· ··· ··· ··· ··· xyxy=(791,539,954,599)
body-text: ··· ··· ··· ··· ··· ··· ··· ··· ··· ··· ··· ··· ··· ··· ··· ··· ··· ··· ··· ··· ··· ··· ··· ··· ··· ··· ··· ··· ··· ··· ··· ··· ··· ··· ··· ··· ··· xyxy=(598,1660,776,1697)
story-text: ΧΑΡΤΟΥΜ, 26. (Ρώυτερ). — Ὁ πρωθυπουργὸς τοῦ Σουδὰν ἀνήγγειλεν ἐκστρατείαν κατὰ τῶν κομμουνιστῶν. xyxy=(791,1446,954,1482)
phone-row: Γ' τμῆμα 78—298 καὶ 75—597 xyxy=(804,354,937,378)
army-column xyxy=(215,1450,403,1772)
surveyor-photo-caption: Τὸ τηλεκοντρόλ μηχανικὸν πτύον τοῦ «Σαρβεγὺορ—3», ἐν λειτουργίᾳ, ὅπως τὸ ἐφωτογράφισεν ἡ τηλεοπτικὴ κάμερα τοῦ ἀκατοίκου σεληνοπλοίου. xyxy=(970,717,1572,728)
column-1 xyxy=(0,0,211,2324)
economy-subheadline-2: ΕΞΑΣΦΑΛΙΣΙΣ ΣΤΑΘΕΡΟΤΗΤΟΣ ΤΙΜΩΝ xyxy=(433,707,773,727)
stalin-subheadline-2: ΤΑΣ ΕΥΘΥΝΑΣ ΔΙΑ ΤΑΣ ΩΜΟΤΗΤΑΣ xyxy=(1038,1352,1307,1370)
short-news-column xyxy=(215,504,425,1268)
economy-text: Ἡ οἰκονομία τῆς περιοχῆς Θεσσαλονίκης ἀνακτᾷ ταχέως τὸν ρυθμὸν τῆς. Ἡ ἀγορὰ ἐφοδιάζεται ἐπαρκῶς μὲ ὅλα τὰ εἴδη καὶ ἡ κίνησις εἶναι ζωηρά. Ἀπολύτως σταθερὸν παραμένει τὸ τιμολόγιον. xyxy=(431,731,775,768)
johnson-kiesinger-subhead: ΔΗΛΩΣΕΙΣ ΤΟΥ ΤΖΟΝΣΟΝ xyxy=(1104,1091,1242,1104)
phone-row: Δ' τμῆμα 77—691 καὶ 75—673 xyxy=(804,378,937,402)
section-heading: Προσεχῶς xyxy=(6,1330,60,1346)
johnson-kiesinger-text: ΒΟΝΝΗ, 26. (Ρώυτερ). — Ὁ πρόεδρος Τζόνσον καὶ ὁ καγκελλάριος τῆς Δυτικῆς Γερμανίας ἐξήτασαν τὰ προβλήματα τῶν σχέσεων. xyxy=(970,967,1376,991)
body-text: ··· ··· ··· ··· ··· ··· ··· ··· ··· ··· ··· ··· ··· ··· ··· ··· ··· ··· ··· xyxy=(791,1810,954,1834)
body-text: ··· ··· ··· ··· ··· ··· ··· ··· ··· ··· ··· ··· ··· ··· ··· ··· ··· ··· ··· ··· ··· ··· ··· ··· ··· ··· ··· ··· ··· ··· ··· ··· ··· ··· ··· ··· ··· ··· ··· ··· ··· ··· ··· ··· ··· ··· ··· ··· ··· ··· ··· ··· ··· ··· ··· ··· ··· ··· ··· ··· ··· xyxy=(221,621,418,683)
story-heading: ΦΥΛΑΞ ΕΞΕΔΙΩΞΕ 4 ΛΗΣΤΑΣ ΤΡΑΠΕΖΗΣ xyxy=(224,509,415,540)
story-text: ΒΡΥΞΕΛΛΑΙ, 26. (Ἀθην. Πρακτ.). — Ἡ πριγκήπισσα Πάολα ἐπεσκέφθη τὴν ἑλληνικὴν ἔκθεσιν. xyxy=(1390,1880,1587,1916)
column-divider xyxy=(213,60,214,2314)
tasman-text: ΧΟΜΠΑΡΤ, Τασμανία, 26. (Ρώυτερ). — Ἕνας Τασμανὸς ὑποστηρίζει ὅτι ἡ φθορίωσις τοῦ νεροῦ ἀποτελεῖ σιωνιστικὴν συνωμοσίαν. xyxy=(970,1642,1376,1667)
body-text: ··· ··· ··· ··· ··· ··· ··· ··· ··· ··· ··· ··· ··· ··· ··· ··· ··· ··· ··· ··· ··· ··· ··· ··· ··· ··· ··· ··· ··· ··· ··· ··· ··· ··· ··· ··· ··· ··· ··· ··· ··· ··· ··· ··· ··· ··· ··· ··· ··· ··· ··· ··· ··· ··· ··· ··· ··· ··· ··· ··· ··· ··· ··· ··· ··· ··· ··· ··· ··· ··· ··· ··· ··· ··· ··· ··· ··· ··· ··· ··· ··· ··· ··· ··· ··· ··· ··· ··· ··· xyxy=(221,827,418,902)
body-text: ··· ··· ··· ··· ··· ··· ··· ··· ··· ··· ··· ··· ··· ··· ··· ··· ··· ··· ··· ··· ··· ··· ··· ··· ··· xyxy=(970,1520,1294,1532)
theater-heading: ΤΑ ΘΕΑΜΑΤΑ xyxy=(54,1626,157,1644)
section-rule xyxy=(221,982,418,983)
story-heading: ΚΑΘΕΙΡΞΙΣ 22 ΕΤΩΝ ΔΙΑ ΤΟΝ ΦΟΝΟΝ ΕΝΟΣ ΔΑΣΟΥΣ xyxy=(228,987,411,1017)
body-text: ··· ··· ··· ··· ··· ··· ··· ··· ··· ··· ··· xyxy=(791,2082,932,2093)
